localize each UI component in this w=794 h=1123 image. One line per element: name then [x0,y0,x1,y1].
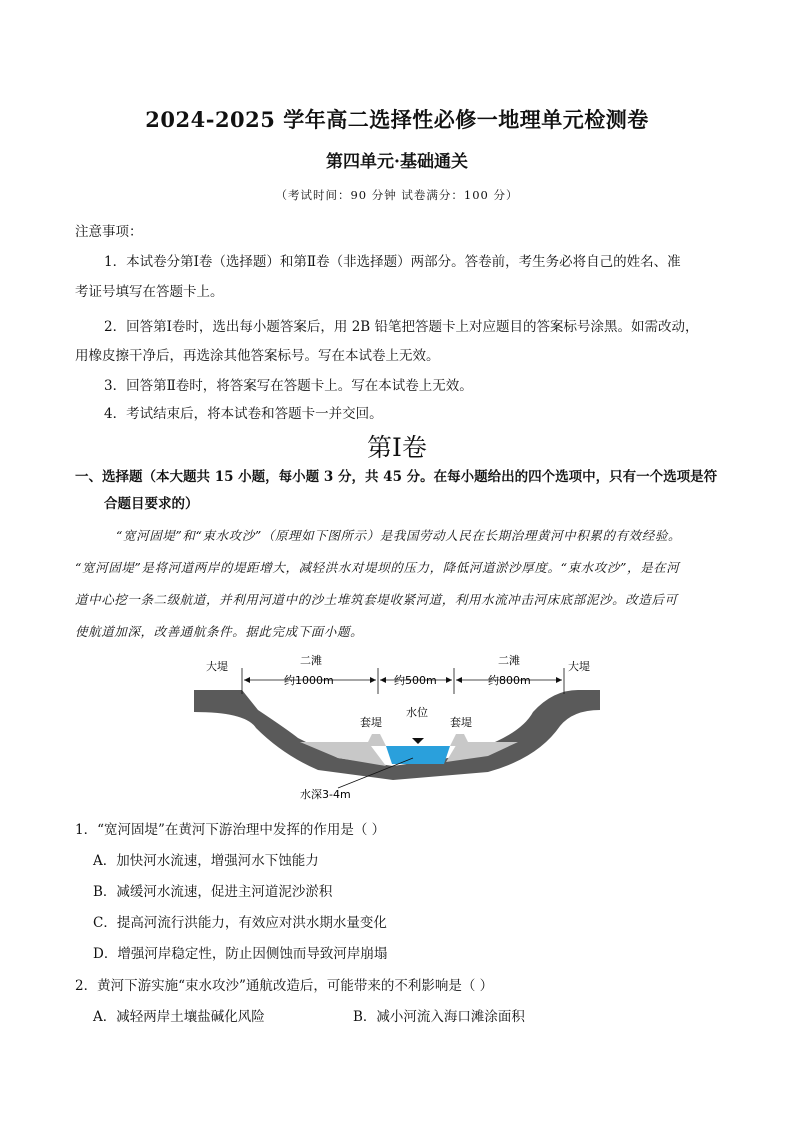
passage-line: “宽河固堤”和“束水攻沙”（原理如下图所示）是我国劳动人民在长期治理黄河中积累的有效经验。 [116,528,682,543]
option-a: A．减轻两岸土壤盐碱化风险 [93,1009,265,1025]
section-instruction: 一、选择题（本大题共 15 小题，每小题 3 分，共 45 分。在每小题给出的四个选项中，只有一个选项是符 [75,469,718,485]
page-subtitle: 第四单元·基础通关 [326,152,468,172]
label-dadi-left: 大堤 [206,660,228,673]
levee-right [450,734,470,746]
label-dist-right: 约800m [488,674,531,687]
note-line: 3．回答第Ⅱ卷时，将答案写在答题卡上。写在本试卷上无效。 [104,378,473,394]
exam-info: （考试时间：90 分钟 试卷满分：100 分） [275,188,519,202]
option-b: B．减小河流入海口滩涂面积 [353,1009,525,1025]
question-stem: 2．黄河下游实施“束水攻沙”通航改造后，可能带来的不利影响是（ ） [75,978,494,994]
notes-heading: 注意事项： [75,224,143,240]
option-c: C．提高河流行洪能力，有效应对洪水期水量变化 [93,915,387,931]
note-line: 考证号填写在答题卡上。 [75,284,224,300]
water-level-marker-icon [412,738,424,744]
note-line: 4．考试结束后，将本试卷和答题卡一并交回。 [104,406,383,422]
label-dist-left: 约1000m [284,674,334,687]
passage-line: “宽河固堤”是将河道两岸的堤距增大，减轻洪水对堤坝的压力，降低河道淤沙厚度。“束水攻沙”，是在河 [75,560,680,575]
passage-line: 使航道加深，改善通航条件。据此完成下面小题。 [75,624,364,639]
option-d: D．增强河岸稳定性，防止因侧蚀而导致河岸崩塌 [93,946,388,962]
label-ertan-right: 二滩 [498,654,520,667]
label-taodi-right: 套堤 [450,716,472,729]
option-b: B．减缓河水流速，促进主河道泥沙淤积 [93,884,333,900]
label-dadi-right: 大堤 [568,660,590,673]
note-line: 1．本试卷分第Ⅰ卷（选择题）和第Ⅱ卷（非选择题）两部分。答卷前，考生务必将自己的姓名、准 [104,254,681,270]
section-instruction-cont: 合题目要求的） [104,496,199,512]
label-taodi-left: 套堤 [360,716,382,729]
passage-line: 道中心挖一条二级航道，并利用河道中的沙土堆筑套堤收紧河道，利用水流冲击河床底部泥沙。改造后可 [75,592,678,607]
section-title: 第Ⅰ卷 [367,433,427,462]
page-title: 2024-2025 学年高二选择性必修一地理单元检测卷 [145,107,649,132]
label-water-level: 水位 [406,706,428,719]
note-line: 2．回答第Ⅰ卷时，选出每小题答案后，用 2B 铅笔把答题卡上对应题目的答案标号涂黑。如需改动， [104,319,699,335]
river-bank-profile [194,690,600,780]
question-stem: 1．“宽河固堤”在黄河下游治理中发挥的作用是（ ） [75,822,386,838]
levee-left [366,734,386,746]
note-line: 用橡皮擦干净后，再选涂其他答案标号。写在本试卷上无效。 [75,348,440,364]
river-water [386,746,450,764]
option-a: A．加快河水流速，增强河水下蚀能力 [93,853,319,869]
label-dist-mid: 约500m [394,674,437,687]
label-depth: 水深3-4m [300,788,351,801]
label-ertan-left: 二滩 [300,654,322,667]
river-cross-section-diagram [188,650,608,810]
